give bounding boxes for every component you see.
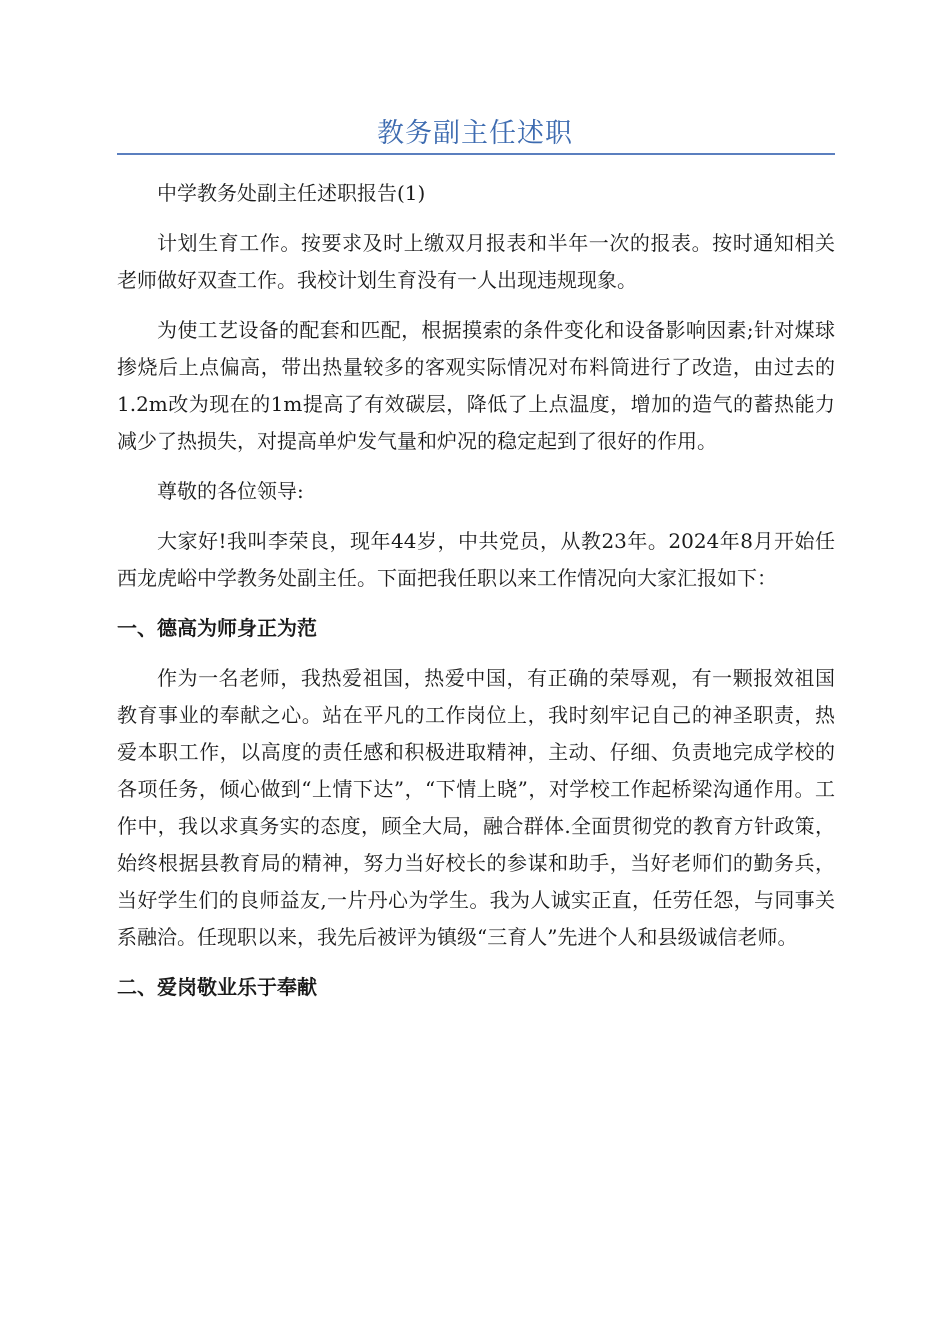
document-body [117, 175, 835, 1019]
paragraph-introduction: 大家好!我叫李荣良，现年44岁，中共党员，从教23年。2024年8月开始任西龙虎峪中学教务处副主任。下面把我任职以来工作情况向大家汇报如下： [117, 529, 835, 590]
paragraph-report-title: 中学教务处副主任述职报告(1) [157, 181, 426, 205]
document-title: 教务副主任述职 [377, 118, 573, 149]
paragraph-section-1: 作为一名老师，我热爱祖国，热爱中国，有正确的荣辱观，有一颗报效祖国教育事业的奉献之心。站在平凡的工作岗位上，我时刻牢记自己的神圣职责，热爱本职工作，以高度的责任感和积极进取精神，主动、仔细、负责地完成学校的各项任务，倾心做到“上情下达”，“下情上晓”，对学校工作起桥梁沟通作用。工作中，我以求真务实的态度，顾全大局，融合群体.全面贯彻党的教育方针政策，始终根据县教育局的精神，努力当好校长的参谋和助手，当好老师们的勤务兵，当好学生们的良师益友,一片丹心为学生。我为人诚实正直，任劳任怨，与同事关系融洽。任现职以来，我先后被评为镇级“三育人”先进个人和县级诚信老师。 [117, 666, 835, 949]
paragraph-equipment: 为使工艺设备的配套和匹配，根据摸索的条件变化和设备影响因素;针对煤球掺烧后上点偏高，带出热量较多的客观实际情况对布料筒进行了改造，由过去的1.2m改为现在的1m提高了有效碳层，降低了上点温度，增加的造气的蓄热能力减少了热损失，对提高单炉发气量和炉况的稳定起到了很好的作用。 [117, 318, 835, 453]
section-heading-1: 一、德高为师身正为范 [117, 616, 317, 640]
paragraph-family-planning: 计划生育工作。按要求及时上缴双月报表和半年一次的报表。按时通知相关老师做好双查工作。我校计划生育没有一人出现违规现象。 [117, 231, 835, 292]
title-divider [117, 153, 835, 155]
paragraph-salutation: 尊敬的各位领导: [157, 479, 304, 503]
section-heading-2: 二、爱岗敬业乐于奉献 [117, 975, 317, 999]
